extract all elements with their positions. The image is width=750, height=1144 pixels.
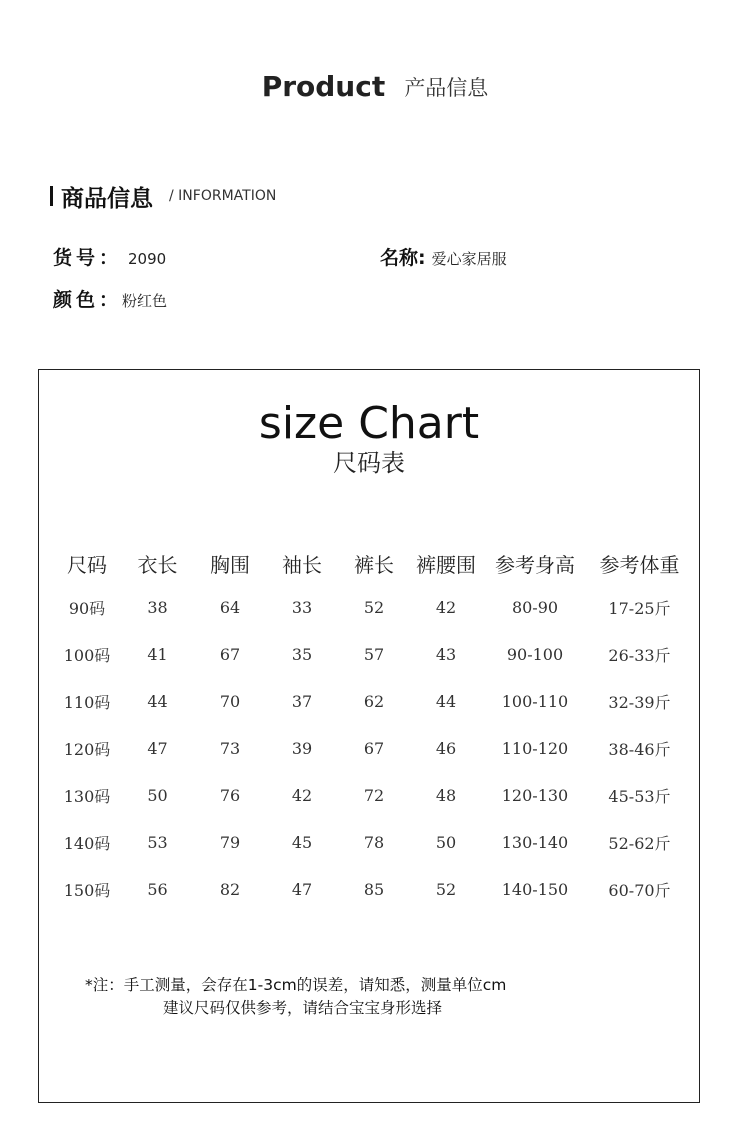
table-cell: 72 <box>363 786 385 805</box>
size-table-header-cell: 裤长 <box>354 552 394 577</box>
product-name-value: 爱心家居服 <box>431 250 507 268</box>
table-cell: 80-90 <box>511 598 559 617</box>
table-cell: 78 <box>363 833 385 852</box>
table-cell: 45 <box>291 833 313 852</box>
table-cell: 35 <box>291 645 313 664</box>
size-table <box>53 542 691 913</box>
table-cell: 45-53斤 <box>608 787 671 806</box>
table-cell: 140-150 <box>501 880 569 899</box>
measurement-note-line2: 建议尺码仅供参考，请结合宝宝身形选择 <box>163 999 443 1017</box>
item-number-row <box>53 243 166 270</box>
size-chart-panel <box>38 369 700 1103</box>
size-chart-title: size Chart <box>258 398 480 449</box>
table-cell: 38 <box>147 598 168 617</box>
size-table-body <box>53 584 691 913</box>
size-table-header-cell: 尺码 <box>67 552 107 577</box>
table-cell: 47 <box>147 739 168 758</box>
table-row <box>53 584 691 631</box>
table-cell: 79 <box>219 833 241 852</box>
table-cell: 53 <box>147 833 168 852</box>
product-name-label: 名称: <box>380 247 426 269</box>
table-cell: 46 <box>435 739 457 758</box>
table-cell: 56 <box>147 880 168 899</box>
table-cell: 52-62斤 <box>608 834 671 853</box>
table-cell: 60-70斤 <box>608 881 671 900</box>
table-cell: 100-110 <box>501 692 569 711</box>
size-table-header-cell: 参考身高 <box>495 552 575 577</box>
table-cell: 140码 <box>63 834 111 853</box>
table-row <box>53 866 691 913</box>
table-cell: 41 <box>147 645 168 664</box>
section-title <box>50 180 276 212</box>
product-title-en: Product <box>261 70 386 103</box>
table-cell: 62 <box>363 692 385 711</box>
table-cell: 120码 <box>63 740 111 759</box>
table-cell: 57 <box>363 645 385 664</box>
size-table-header-cell: 裤腰围 <box>416 552 476 577</box>
table-cell: 120-130 <box>501 786 569 805</box>
table-cell: 42 <box>435 598 457 617</box>
table-cell: 52 <box>363 598 385 617</box>
product-title-cn: 产品信息 <box>404 75 489 100</box>
size-table-header-cell: 胸围 <box>210 552 250 577</box>
table-cell: 130-140 <box>501 833 569 852</box>
table-cell: 100码 <box>63 646 111 665</box>
size-table-header-row <box>53 542 691 584</box>
size-chart-subtitle: 尺码表 <box>333 449 405 477</box>
item-number-value: 2090 <box>128 250 167 268</box>
size-table-header-cell: 衣长 <box>137 552 178 577</box>
color-value: 粉红色 <box>122 292 168 310</box>
table-row <box>53 772 691 819</box>
table-cell: 17-25斤 <box>608 599 671 618</box>
table-cell: 73 <box>219 739 241 758</box>
table-cell: 47 <box>291 880 313 899</box>
product-header <box>0 70 750 103</box>
table-row <box>53 819 691 866</box>
table-cell: 33 <box>291 598 313 617</box>
table-cell: 26-33斤 <box>608 646 671 665</box>
table-cell: 64 <box>219 598 241 617</box>
table-cell: 110-120 <box>501 739 569 758</box>
table-cell: 67 <box>363 739 385 758</box>
table-cell: 90-100 <box>506 645 564 664</box>
color-label: 颜色： <box>53 289 123 311</box>
table-row <box>53 678 691 725</box>
item-number-label: 货号： <box>53 247 123 269</box>
table-cell: 150码 <box>63 881 111 900</box>
section-title-cn: 商品信息 <box>61 185 153 212</box>
table-cell: 44 <box>147 692 168 711</box>
measurement-note-line1: *注：手工测量，会存在1-3cm的误差，请知悉，测量单位cm <box>85 976 507 994</box>
table-cell: 44 <box>435 692 457 711</box>
measurement-note <box>85 974 506 1020</box>
table-cell: 32-39斤 <box>608 693 671 712</box>
table-cell: 110码 <box>63 693 111 712</box>
table-cell: 76 <box>219 786 241 805</box>
table-cell: 90码 <box>68 599 106 618</box>
color-row <box>53 285 167 312</box>
table-cell: 50 <box>435 833 457 852</box>
table-cell: 52 <box>435 880 457 899</box>
table-row <box>53 631 691 678</box>
table-cell: 37 <box>291 692 313 711</box>
table-cell: 48 <box>435 786 457 805</box>
table-cell: 85 <box>363 880 385 899</box>
section-marker-bar <box>50 186 53 206</box>
table-cell: 82 <box>219 880 241 899</box>
size-table-header-cell: 袖长 <box>282 552 322 577</box>
table-cell: 50 <box>147 786 168 805</box>
table-cell: 130码 <box>63 787 111 806</box>
table-cell: 43 <box>435 645 457 664</box>
product-name-row <box>380 243 507 270</box>
table-cell: 42 <box>291 786 313 805</box>
size-table-header-cell: 参考体重 <box>599 552 680 577</box>
section-title-en: / INFORMATION <box>169 188 277 204</box>
table-cell: 67 <box>219 645 241 664</box>
table-cell: 38-46斤 <box>608 740 671 759</box>
table-cell: 39 <box>291 739 313 758</box>
table-cell: 70 <box>219 692 241 711</box>
table-row <box>53 725 691 772</box>
